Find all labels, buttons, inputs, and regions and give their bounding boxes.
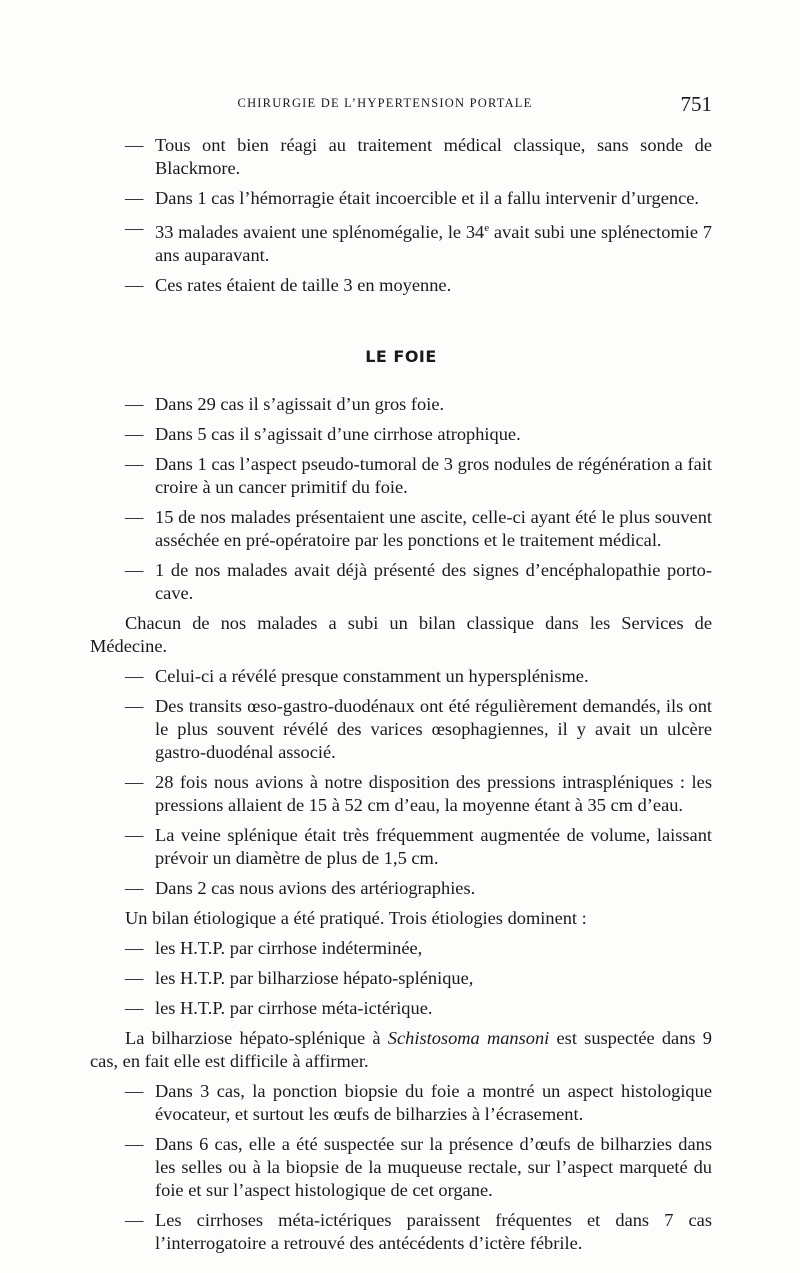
section-heading: LE FOIE xyxy=(365,347,437,367)
list-item-text: les H.T.P. par bilharziose hépato-splénique, xyxy=(155,968,474,989)
list-item-text: Tous ont bien réagi au traitement médical classique, sans sonde de Blackmore. xyxy=(155,135,712,178)
paragraph-text: La bilharziose hépato-splénique à xyxy=(125,1028,388,1049)
list-item xyxy=(90,453,712,499)
list-item xyxy=(90,134,712,180)
paragraph xyxy=(90,1027,712,1073)
dash: — xyxy=(125,938,144,959)
list-item xyxy=(90,1080,712,1126)
list-item xyxy=(90,997,712,1020)
paragraph-text-rest: est suspectée dans 9 cas, en fait elle est difficile à affirmer. xyxy=(90,1028,712,1072)
list-item xyxy=(90,506,712,552)
dash: — xyxy=(125,560,144,581)
list-item-text: Dans 2 cas nous avions des artériographies. xyxy=(155,878,476,899)
list-item xyxy=(90,274,712,297)
list-item-text: Dans 1 cas l’hémorragie était incoercible et il a fallu intervenir d’urgence. xyxy=(155,188,699,208)
dash: — xyxy=(125,772,144,793)
dash: — xyxy=(125,825,144,846)
running-head xyxy=(90,92,712,118)
list-item-text: Ces rates étaient de taille 3 en moyenne. xyxy=(155,275,452,296)
dash: — xyxy=(125,188,144,208)
dash: — xyxy=(125,394,144,415)
dash: — xyxy=(125,1134,144,1155)
dash: — xyxy=(125,218,144,238)
list-item-text: 28 fois nous avions à notre disposition des pressions intraspléniques : les pressions allaient de 15 à 52 cm d’eau, la moyenne étant à 35 cm d’eau. xyxy=(155,772,712,816)
dash: — xyxy=(125,998,144,1019)
list-item-text: Dans 1 cas l’aspect pseudo-tumoral de 3 gros nodules de régénération a fait croire à un cancer primitif du foie. xyxy=(155,454,712,498)
dash: — xyxy=(125,454,144,475)
dash: — xyxy=(125,1081,144,1102)
page-number: 751 xyxy=(680,92,712,116)
list-item xyxy=(90,559,712,605)
dash: — xyxy=(125,666,144,687)
list-item-text: les H.T.P. par cirrhose indéterminée, xyxy=(155,938,423,959)
dash: — xyxy=(125,275,144,296)
list-item xyxy=(90,665,712,688)
dash: — xyxy=(125,1210,144,1231)
list-item-text: Celui-ci a révélé presque constamment un hypersplénisme. xyxy=(155,666,589,687)
paragraph: Chacun de nos malades a subi un bilan classique dans les Services de Médecine. xyxy=(90,613,712,657)
list-item xyxy=(90,695,712,764)
list-item-text: les H.T.P. par cirrhose méta-ictérique. xyxy=(155,998,433,1019)
list-item-text: Des transits œso-gastro-duodénaux ont été régulièrement demandés, ils ont le plus souvent révélé des varices œsophagiennes, il y avait un ulcère gastro-duodénal associé. xyxy=(155,696,712,763)
dash: — xyxy=(125,135,144,155)
list-item-text: Dans 6 cas, elle a été suspectée sur la présence d’œufs de bilharzies dans les selles ou à la biopsie de la muqueuse rectale, sur l’aspect marqueté du foie et sur l’aspect histologique de cet organe. xyxy=(155,1134,712,1201)
ordinal-superscript: e xyxy=(484,222,490,234)
list-item-text-rest: avait subi une splénectomie 7 ans auparavant. xyxy=(155,222,712,266)
dash: — xyxy=(125,878,144,899)
list-item-text: Dans 29 cas il s’agissait d’un gros foie. xyxy=(155,394,445,415)
dash: — xyxy=(125,696,144,717)
list-item xyxy=(90,771,712,817)
dash: — xyxy=(125,968,144,989)
list-item-text: Dans 3 cas, la ponction biopsie du foie a montré un aspect histologique évocateur, et surtout les œufs de bilharzies à l’écrasement. xyxy=(155,1081,712,1125)
list-item xyxy=(90,423,712,446)
list-item xyxy=(90,967,712,990)
list-item xyxy=(90,824,712,870)
list-item-text: 1 de nos malades avait déjà présenté des signes d’encéphalopathie porto-cave. xyxy=(155,560,712,604)
list-item xyxy=(90,937,712,960)
dash: — xyxy=(125,424,144,445)
list-item xyxy=(90,1133,712,1202)
list-item xyxy=(90,187,712,210)
list-item xyxy=(90,877,712,900)
list-item xyxy=(90,217,712,267)
list-item xyxy=(90,1209,712,1255)
list-item-text: La veine splénique était très fréquemment augmentée de volume, laissant prévoir un diamètre de plus de 1,5 cm. xyxy=(155,825,712,869)
species-name: Schistosoma mansoni xyxy=(387,1028,550,1049)
running-title: CHIRURGIE DE L’HYPERTENSION PORTALE xyxy=(237,96,533,110)
list-item-text: 15 de nos malades présentaient une ascite, celle-ci ayant été le plus souvent asséchée en pré-opératoire par les ponctions et le traitement médical. xyxy=(155,507,712,551)
paragraph: Un bilan étiologique a été pratiqué. Trois étiologies dominent : xyxy=(125,908,587,929)
list-item-text: Les cirrhoses méta-ictériques paraissent fréquentes et dans 7 cas l’interrogatoire a retrouvé des antécédents d’ictère fébrile. xyxy=(155,1210,712,1254)
list-item-text: Dans 5 cas il s’agissait d’une cirrhose atrophique. xyxy=(155,424,521,445)
list-item xyxy=(90,393,712,416)
dash: — xyxy=(125,507,144,528)
list-item-text: 33 malades avaient une splénomégalie, le 34 xyxy=(155,222,485,243)
body-text xyxy=(90,134,712,1262)
